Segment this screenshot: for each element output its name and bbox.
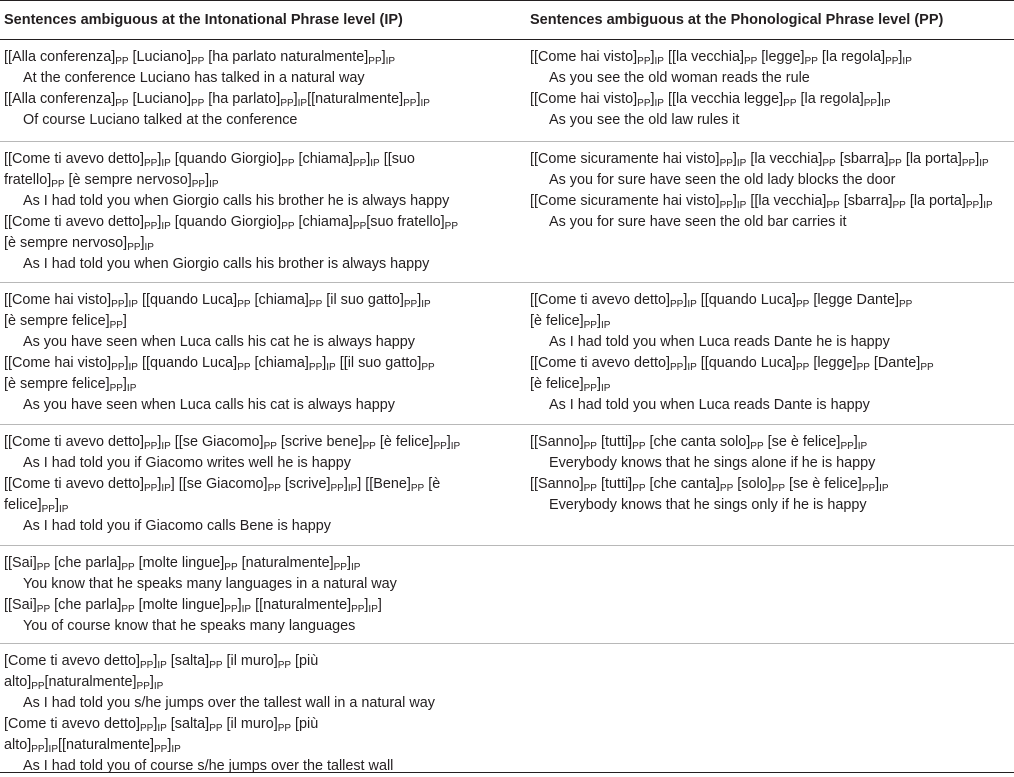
prosodic-sentence-line: [[Come hai $visto]_{PP}]_{IP}$ [[la $vecchia]_{PP}$ $[legge]_{PP}$ [la $regola]_{PP}]_{IP}$ bbox=[530, 49, 912, 67]
translation-line: As I had told you of course s/he jumps over the tallest wall bbox=[23, 758, 394, 774]
table-row bbox=[0, 283, 1014, 425]
phrase-level-subscript: PP bbox=[139, 660, 154, 671]
phrase-level-subscript: PP bbox=[31, 681, 45, 692]
phrase-level-subscript: PP bbox=[109, 383, 123, 394]
phrase-level-subscript: IP bbox=[161, 483, 171, 494]
table-row bbox=[0, 546, 1014, 644]
phrase-level-subscript: PP bbox=[421, 362, 435, 373]
phrase-level-subscript: IP bbox=[161, 441, 171, 452]
phrase-level-subscript: IP bbox=[157, 723, 167, 734]
phrase-level-subscript: PP bbox=[143, 441, 158, 452]
phrase-level-subscript: PP bbox=[41, 504, 55, 515]
phrase-level-subscript: PP bbox=[143, 483, 158, 494]
phrase-level-subscript: IP bbox=[881, 98, 891, 109]
phrase-level-subscript: PP bbox=[190, 56, 205, 67]
phrase-level-subscript: PP bbox=[143, 221, 158, 232]
phrase-level-subscript: IP bbox=[600, 383, 611, 394]
phrase-level-subscript: PP bbox=[277, 723, 292, 734]
prosodic-sentence-line: [è $felice]_{PP}]_{IP}$ bbox=[530, 313, 611, 331]
phrase-level-subscript: IP bbox=[421, 299, 431, 310]
translation-line: As I had told you s/he jumps over the tallest wall in a natural way bbox=[23, 695, 435, 711]
prosodic-sentence-line: [[Alla $conferenza]_{PP}$ $[Luciano]_{PP}$ [ha $parlato]_{PP}]_{IP}[[naturalmente]_{PP}]_{IP}$ bbox=[4, 91, 430, 109]
prosodic-sentence-line: [è sempre $felice]_{PP}]_{IP}$ bbox=[4, 376, 137, 394]
phrase-level-subscript: PP bbox=[403, 299, 418, 310]
phrase-level-subscript: PP bbox=[224, 604, 238, 615]
phrase-level-subscript: IP bbox=[857, 441, 868, 452]
translation-line: As you see the old woman reads the rule bbox=[549, 70, 810, 86]
phrase-level-subscript: PP bbox=[826, 200, 840, 211]
phrase-level-subscript: PP bbox=[822, 158, 836, 169]
phrase-level-subscript: PP bbox=[109, 320, 123, 331]
table-row bbox=[0, 644, 1014, 777]
phrase-level-subscript: IP bbox=[654, 56, 664, 67]
prosodic-sentence-line: [[Alla $conferenza]_{PP}$ $[Luciano]_{PP}$ [ha parlato $naturalmente]_{PP}]_{IP}$ bbox=[4, 49, 396, 67]
phrase-level-subscript: PP bbox=[743, 56, 758, 67]
phrase-level-subscript: PP bbox=[583, 383, 597, 394]
prosodic-sentence-line: [[Come ti avevo $detto]_{PP}]_{IP}$ [[quando $Luca]_{PP}$ [legge $Dante]_{PP}$ bbox=[530, 292, 913, 310]
phrase-level-subscript: PP bbox=[121, 562, 135, 573]
ip-cell bbox=[4, 553, 504, 637]
phrase-level-subscript: PP bbox=[583, 483, 597, 494]
phrase-level-subscript: IP bbox=[654, 98, 664, 109]
phrase-level-subscript: IP bbox=[153, 681, 164, 692]
phrase-level-subscript: PP bbox=[209, 723, 223, 734]
phrase-level-subscript: PP bbox=[444, 221, 458, 232]
phrase-level-subscript: PP bbox=[277, 660, 292, 671]
prosodic-sentence-line: [$[Sai]_{PP}$ [che $parla]_{PP}$ [molte $lingue]_{PP}]_{IP}$ $[[naturalmente]_{PP}]_{IP}$] bbox=[4, 597, 382, 615]
phrase-level-subscript: IP bbox=[687, 362, 697, 373]
phrase-level-subscript: PP bbox=[368, 56, 382, 67]
phrase-level-subscript: PP bbox=[669, 362, 684, 373]
phrase-level-subscript: IP bbox=[600, 320, 611, 331]
phrase-level-subscript: IP bbox=[209, 179, 219, 190]
phrase-level-subscript: PP bbox=[115, 56, 129, 67]
phrase-level-subscript: PP bbox=[352, 221, 367, 232]
translation-line: As I had told you when Luca reads Dante is happy bbox=[549, 397, 870, 413]
phrase-level-subscript: PP bbox=[281, 221, 295, 232]
phrase-level-subscript: PP bbox=[804, 56, 818, 67]
prosodic-sentence-line: [[Come ti avevo $detto]_{PP}]_{IP}$ [quando $Giorgio]_{PP}$ $[chiama]_{PP}[suo$ $fratello]_{PP}$ bbox=[4, 214, 458, 232]
prosodic-sentence-line: [$[Sanno]_{PP}$ $[tutti]_{PP}$ [che $canta]_{PP}$ $[solo]_{PP}$ [se è $felice]_{PP}]_{IP}$ bbox=[530, 476, 889, 494]
phrase-level-subscript: PP bbox=[783, 98, 797, 109]
phrase-level-subscript: IP bbox=[126, 383, 137, 394]
phrase-level-subscript: IP bbox=[58, 504, 69, 515]
prosodic-sentence-line: $alto]_{PP}[naturalmente]_{PP}]_{IP}$ bbox=[4, 674, 164, 692]
ip-cell bbox=[4, 149, 504, 275]
phrase-level-subscript: PP bbox=[961, 158, 976, 169]
phrase-level-subscript: PP bbox=[190, 98, 205, 109]
phrase-level-subscript: IP bbox=[48, 744, 58, 755]
prosodic-sentence-line: $alto]_{PP}]_{IP}[[naturalmente]_{PP}]_{IP}$ bbox=[4, 737, 181, 755]
phrase-level-subscript: PP bbox=[115, 98, 129, 109]
phrase-level-subscript: PP bbox=[637, 56, 651, 67]
phrase-level-subscript: IP bbox=[128, 299, 138, 310]
prosodic-sentence-line: [[Come sicuramente hai $visto]_{PP}]_{IP}$ [[la $vecchia]_{PP}$ $[sbarra]_{PP}$ [la $porta]_{PP}]_{IP}$ bbox=[530, 193, 993, 211]
prosodic-sentence-line: [[Come ti avevo $detto]_{PP}]_{IP}$ [quando $Giorgio]_{PP}$ $[chiama]_{PP}]_{IP}$ [[suo bbox=[4, 151, 415, 169]
phrase-level-subscript: IP bbox=[736, 158, 747, 169]
prosodic-sentence-line: [[Come hai $visto]_{PP}]_{IP}$ [[la vecchia $legge]_{PP}$ [la $regola]_{PP}]_{IP}$ bbox=[530, 91, 891, 109]
phrase-level-subscript: IP bbox=[979, 158, 989, 169]
translation-line: You know that he speaks many languages in a natural way bbox=[23, 576, 397, 592]
phrase-level-subscript: IP bbox=[161, 221, 171, 232]
ip-cell bbox=[4, 432, 504, 537]
translation-line: As I had told you if Giacomo writes well he is happy bbox=[23, 455, 351, 471]
phrase-level-subscript: PP bbox=[36, 562, 51, 573]
translation-line: As you for sure have seen the old lady blocks the door bbox=[549, 172, 896, 188]
pp-cell bbox=[530, 290, 1014, 416]
phrase-level-subscript: PP bbox=[111, 299, 125, 310]
translation-line: Everybody knows that he sings only if he is happy bbox=[549, 497, 867, 513]
phrase-level-subscript: PP bbox=[637, 98, 651, 109]
prosodic-sentence-line: $felice]_{PP}]_{IP}$ bbox=[4, 497, 69, 515]
phrase-level-subscript: IP bbox=[368, 604, 378, 615]
phrase-level-subscript: PP bbox=[362, 441, 376, 452]
translation-line: As I had told you if Giacomo calls Bene is happy bbox=[23, 518, 331, 534]
phrase-level-subscript: PP bbox=[36, 604, 51, 615]
prosodic-sentence-line: [[Come hai $visto]_{PP}]_{IP}$ [[quando $Luca]_{PP}$ $[chiama]_{PP}$ [il suo $gatto]_{PP}]_{IP}$ bbox=[4, 292, 431, 310]
phrase-level-subscript: IP bbox=[241, 604, 252, 615]
phrase-level-subscript: PP bbox=[410, 483, 425, 494]
phrase-level-subscript: PP bbox=[281, 158, 295, 169]
phrase-level-subscript: PP bbox=[719, 158, 733, 169]
phrase-level-subscript: PP bbox=[861, 483, 876, 494]
phrase-level-subscript: IP bbox=[350, 562, 361, 573]
phrase-level-subscript: PP bbox=[840, 441, 854, 452]
phrase-level-subscript: IP bbox=[420, 98, 430, 109]
phrase-level-subscript: PP bbox=[280, 98, 294, 109]
phrase-level-subscript: PP bbox=[669, 299, 684, 310]
prosodic-sentence-line: [è sempre $nervoso]_{PP}]_{IP}$ bbox=[4, 235, 154, 253]
translation-line: As you see the old law rules it bbox=[549, 112, 740, 128]
phrase-level-subscript: PP bbox=[583, 441, 597, 452]
phrase-level-subscript: PP bbox=[111, 362, 125, 373]
ip-cell bbox=[4, 651, 504, 777]
phrase-level-subscript: IP bbox=[370, 158, 380, 169]
translation-line: As I had told you when Giorgio calls his brother is always happy bbox=[23, 256, 430, 272]
pp-cell bbox=[530, 47, 1014, 131]
phrase-level-subscript: PP bbox=[209, 660, 223, 671]
phrase-level-subscript: PP bbox=[333, 562, 347, 573]
table-row bbox=[0, 142, 1014, 283]
phrase-level-subscript: PP bbox=[139, 723, 154, 734]
translation-line: As I had told you when Luca reads Dante he is happy bbox=[549, 334, 890, 350]
prosodic-sentence-line: $fratello]_{PP}$ [è sempre $nervoso]_{PP}]_{IP}$ bbox=[4, 172, 219, 190]
table-bottom-rule bbox=[0, 772, 1014, 773]
phrase-level-subscript: PP bbox=[885, 56, 899, 67]
phrase-level-subscript: IP bbox=[157, 660, 167, 671]
header-pp-level: Sentences ambiguous at the Phonological Phrase level (PP) bbox=[530, 12, 944, 28]
phrase-level-subscript: PP bbox=[750, 441, 764, 452]
phrase-level-subscript: PP bbox=[51, 179, 65, 190]
phrase-level-subscript: IP bbox=[326, 362, 336, 373]
phrase-level-subscript: PP bbox=[719, 483, 734, 494]
phrase-level-subscript: PP bbox=[154, 744, 168, 755]
phrase-level-subscript: PP bbox=[433, 441, 447, 452]
table-header bbox=[0, 0, 1014, 40]
phrase-level-subscript: PP bbox=[856, 362, 870, 373]
phrase-level-subscript: PP bbox=[330, 483, 344, 494]
translation-line: You of course know that he speaks many languages bbox=[23, 618, 356, 634]
header-ip-level: Sentences ambiguous at the Intonational Phrase level (IP) bbox=[4, 12, 403, 28]
phrase-level-subscript: PP bbox=[632, 441, 646, 452]
translation-line: Of course Luciano talked at the conference bbox=[23, 112, 298, 128]
phrase-level-subscript: PP bbox=[771, 483, 785, 494]
phrase-level-subscript: PP bbox=[965, 200, 980, 211]
phrase-level-subscript: IP bbox=[879, 483, 889, 494]
ip-cell bbox=[4, 290, 504, 416]
phrase-level-subscript: PP bbox=[121, 604, 135, 615]
phrase-level-subscript: IP bbox=[297, 98, 308, 109]
phrase-level-subscript: IP bbox=[450, 441, 461, 452]
phrase-level-subscript: PP bbox=[143, 158, 158, 169]
phrase-level-subscript: PP bbox=[352, 158, 367, 169]
phrase-level-subscript: PP bbox=[898, 299, 913, 310]
phrase-level-subscript: PP bbox=[136, 681, 150, 692]
translation-line: As I had told you when Giorgio calls his brother he is always happy bbox=[23, 193, 450, 209]
translation-line: As you for sure have seen the old bar carries it bbox=[549, 214, 847, 230]
phrase-level-subscript: PP bbox=[267, 483, 281, 494]
phrase-level-subscript: PP bbox=[191, 179, 206, 190]
phrase-level-subscript: PP bbox=[308, 299, 323, 310]
phrase-level-subscript: PP bbox=[632, 483, 646, 494]
phrase-level-subscript: IP bbox=[161, 158, 171, 169]
phrase-level-subscript: PP bbox=[237, 362, 251, 373]
phrase-level-subscript: IP bbox=[902, 56, 912, 67]
prosodic-sentence-line: [Come ti avevo $detto]_{PP}]_{IP}$ $[salta]_{PP}$ [il $muro]_{PP}$ [più bbox=[4, 716, 319, 734]
phrase-level-subscript: PP bbox=[351, 604, 365, 615]
phrase-level-subscript: PP bbox=[224, 562, 238, 573]
phrase-level-subscript: IP bbox=[736, 200, 747, 211]
translation-line: At the conference Luciano has talked in a natural way bbox=[23, 70, 365, 86]
phrase-level-subscript: PP bbox=[583, 320, 597, 331]
phrase-level-subscript: PP bbox=[888, 158, 902, 169]
pp-cell bbox=[530, 432, 1014, 516]
phrase-level-subscript: PP bbox=[892, 200, 906, 211]
phrase-level-subscript: PP bbox=[403, 98, 417, 109]
phrase-level-subscript: PP bbox=[796, 362, 810, 373]
translation-line: As you have seen when Luca calls his cat he is always happy bbox=[23, 334, 415, 350]
prosodic-sentence-line: [[Come hai $visto]_{PP}]_{IP}$ [[quando $Luca]_{PP}$ $[chiama]_{PP}]_{IP}$ [[il suo $gatto]_{PP}$ bbox=[4, 355, 435, 373]
phrase-level-subscript: PP bbox=[796, 299, 810, 310]
pp-cell bbox=[530, 149, 1014, 233]
phrase-level-subscript: PP bbox=[863, 98, 878, 109]
prosodic-sentence-line: [[Come ti avevo $detto]_{PP}]_{IP}$] [[se $Giacomo]_{PP}$ $[scrive]_{PP}]_{IP}$] [$[Bene]_{PP}$ [è bbox=[4, 476, 441, 494]
phrase-level-subscript: PP bbox=[719, 200, 733, 211]
prosodic-sentence-line: [$[Sanno]_{PP}$ $[tutti]_{PP}$ [che canta $solo]_{PP}$ [se è $felice]_{PP}]_{IP}$ bbox=[530, 434, 868, 452]
table-row bbox=[0, 425, 1014, 546]
translation-line: Everybody knows that he sings alone if he is happy bbox=[549, 455, 876, 471]
phrase-level-subscript: PP bbox=[127, 242, 141, 253]
phrase-level-subscript: PP bbox=[263, 441, 277, 452]
table-row bbox=[0, 40, 1014, 142]
phrase-level-subscript: IP bbox=[385, 56, 396, 67]
phrase-level-subscript: IP bbox=[983, 200, 993, 211]
prosodic-sentence-line: [Come ti avevo $detto]_{PP}]_{IP}$ $[salta]_{PP}$ [il $muro]_{PP}$ [più bbox=[4, 653, 319, 671]
phrase-level-subscript: IP bbox=[128, 362, 138, 373]
phrase-level-subscript: PP bbox=[237, 299, 251, 310]
phrase-level-subscript: IP bbox=[347, 483, 358, 494]
phrase-level-subscript: IP bbox=[687, 299, 697, 310]
ip-cell bbox=[4, 47, 504, 131]
phrase-level-subscript: PP bbox=[31, 744, 45, 755]
prosodic-sentence-line: [è $felice]_{PP}]_{IP}$ bbox=[530, 376, 611, 394]
phrase-level-subscript: IP bbox=[171, 744, 181, 755]
prosodic-sentence-line: [$[Sai]_{PP}$ [che $parla]_{PP}$ [molte $lingue]_{PP}$ $[naturalmente]_{PP}]_{IP}$ bbox=[4, 555, 361, 573]
prosodic-sentence-line: [è sempre $felice]_{PP}$] bbox=[4, 313, 127, 331]
phrase-level-subscript: IP bbox=[144, 242, 154, 253]
prosodic-sentence-line: [[Come ti avevo $detto]_{PP}]_{IP}$ [[quando $Luca]_{PP}$ $[legge]_{PP}$ $[Dante]_{PP}$ bbox=[530, 355, 934, 373]
prosodic-sentence-line: [[Come ti avevo $detto]_{PP}]_{IP}$ [[se $Giacomo]_{PP}$ [scrive $bene]_{PP}$ [è $felice]_{PP}]_{IP}$ bbox=[4, 434, 461, 452]
translation-line: As you have seen when Luca calls his cat is always happy bbox=[23, 397, 395, 413]
prosodic-sentence-line: [[Come sicuramente hai $visto]_{PP}]_{IP}$ [la $vecchia]_{PP}$ $[sbarra]_{PP}$ [la $porta]_{PP}]_{IP}$ bbox=[530, 151, 989, 169]
phrase-level-subscript: PP bbox=[920, 362, 934, 373]
phrase-level-subscript: PP bbox=[308, 362, 323, 373]
